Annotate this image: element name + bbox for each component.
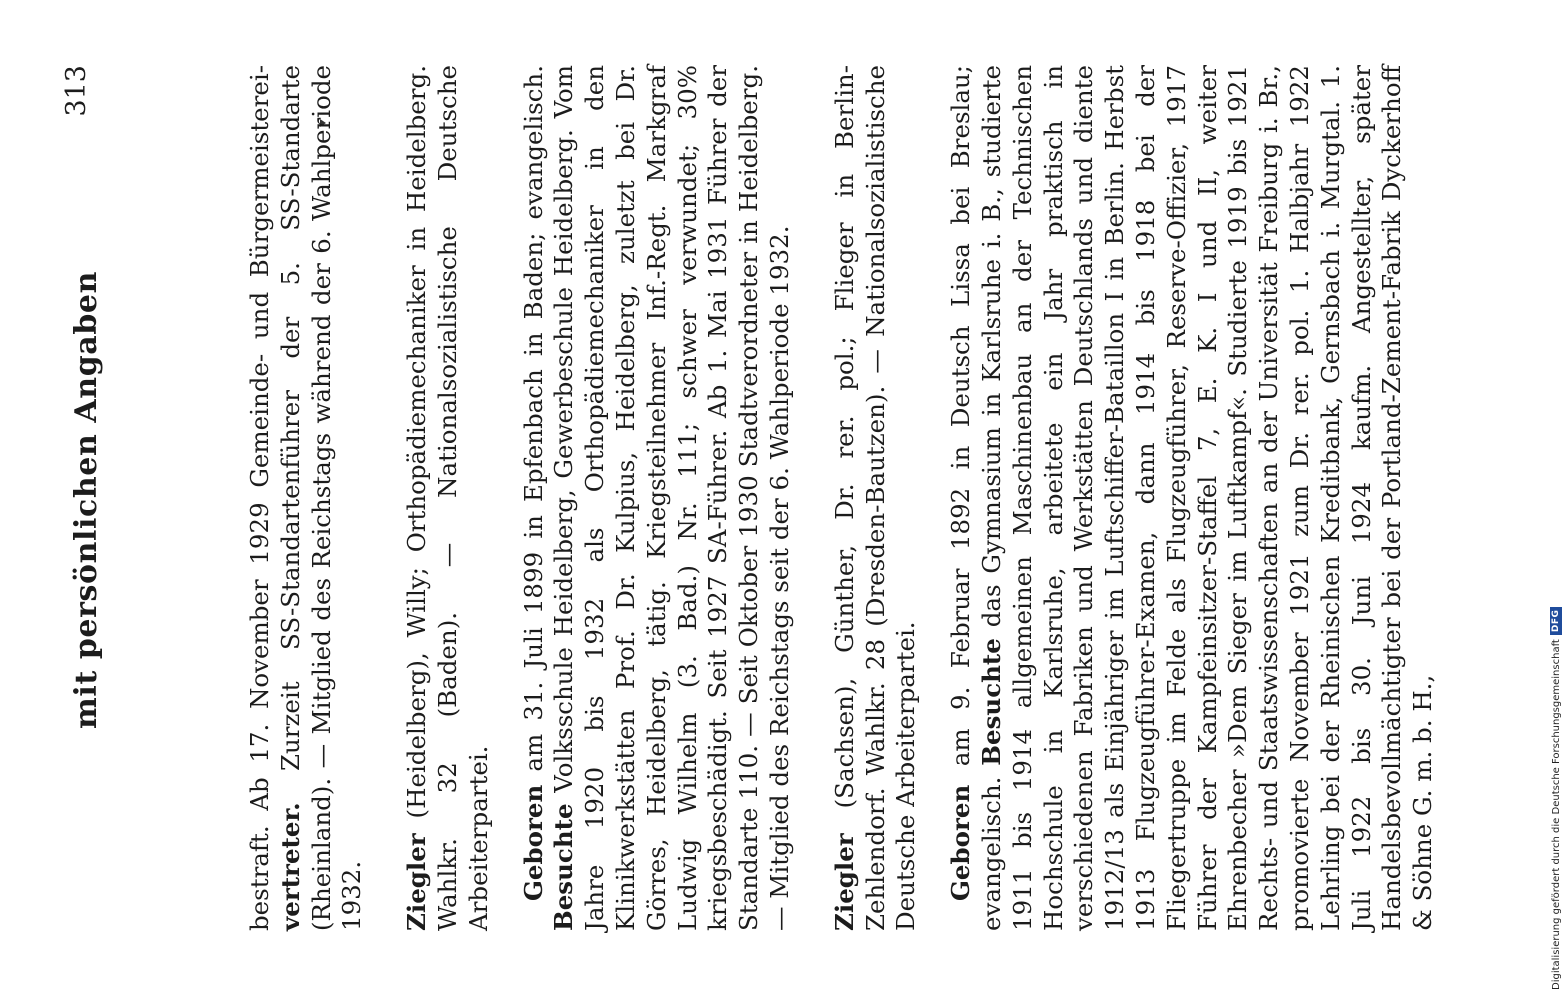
entry-bio-willy <box>519 65 796 931</box>
entry-name-guenther: Ziegler <box>829 833 859 931</box>
bio-guenther-1: am 9. Februar 1892 in Deutsch Lissa bei Breslau; evangelisch. <box>946 65 1006 931</box>
digitization-credit <box>1550 607 1562 990</box>
continuation-bold: vertreter. <box>275 802 305 931</box>
bio-willy-2: Volksschule Heidelberg, Gewerbeschule Heidelberg. Vom Jahre 1920 bis 1932 als Orthopädiemechaniker in den Klinikwerkstätten Prof. Dr. Kulpius, Heidelberg, zuletzt bei Dr. Görres, Heidelberg, tätig. Kriegsteilnehmer Inf.-Regt. Markgraf Ludwig Wilhelm (3. Bad.) Nr. 111; schwer verwundet; 30% kriegsbeschädigt. Seit 1927 SA-Führer. Ab 1. Mai 1931 Führer der Standarte 110. — Seit Oktober 1930 Stadtverordneter in Heidelberg. — Mitglied des Reichstags seit der 6. Wahlperiode 1932. <box>549 65 794 931</box>
entry-name-willy: Ziegler <box>402 833 432 931</box>
entry-line-guenther: (Sachsen), Günther, Dr. rer. pol.; Flieger in Berlin-Zehlendorf. Wahlkr. 28 (Dresden-Bautzen). — Nationalsozialistische Deutsche Arbeiterpartei. <box>829 65 921 931</box>
bio-guenther-2: das Gymnasium in Karlsruhe i. B., studierte 1911 bis 1914 allgemeinen Maschinenbau an der Technischen Hochschule in Karlsruhe, arbeitete ein Jahr praktisch in verschiedenen Fabriken und Werkstätten Deutschlands und diente 1912/13 als Einjähriger im Luftschiffer-Bataillon I in Berlin. Herbst 1913 Flugzeugführer-Examen, dann 1914 bis 1918 bei der Fliegertruppe im Felde als Flugzeugführer, Reserve-Offizier, 1917 Führer der Kampfeinsitzer-Staffel 7, E. K. I und II, weiter Ehrenbecher »Dem Sieger im Luftkampf«. Studierte 1919 bis 1921 Rechts- und Staatswissenschaften an der Universität Freiburg i. Br., promovierte November 1921 zum Dr. rer. pol. 1. Halbjahr 1922 Lehrling bei der Rheinischen Kreditbank, Gernsbach i. Murgtal. 1. Juli 1922 bis 30. Juni 1924 kaufm. Angestellter, später Handelsbevollmächtigter bei der Portland-Zement-Fabrik Dyckerhoff & Söhne G. m. b. H., <box>976 65 1438 931</box>
continuation-text-2: Zurzeit SS-Standartenführer der 5. SS-Standarte (Rheinland). — Mitglied des Reichstags während der 6. Wahlperiode 1932. <box>275 65 367 931</box>
bio-bold-willy-1: Geboren <box>518 784 548 901</box>
continuation-paragraph <box>245 65 368 931</box>
rotated-page <box>45 15 1515 965</box>
bio-willy-1: am 31. Juli 1899 in Epfenbach in Baden; evangelisch. <box>518 65 548 785</box>
page-header <box>55 65 115 935</box>
bio-bold-willy-2: Besuchte <box>549 803 579 931</box>
entry-heading-guenther <box>830 65 922 931</box>
entry-bio-guenther <box>946 65 1439 931</box>
dfg-logo-icon: DFG <box>1550 607 1562 636</box>
bio-bold-guenther-1: Geboren <box>946 784 976 901</box>
entry-heading-willy <box>402 65 494 931</box>
body-text <box>245 65 1439 931</box>
page-number: 313 <box>61 65 92 117</box>
continuation-text-1: bestraft. Ab 17. November 1929 Gemeinde- und Bürgermeisterei- <box>245 65 274 931</box>
running-title: mit persönlichen Angaben <box>69 271 104 730</box>
entry-line-willy: (Heidelberg), Willy; Orthopädiemechaniker in Heidelberg. Wahlkr. 32 (Baden). — Nationalsozialistische Deutsche Arbeiterpartei. <box>402 65 493 931</box>
bio-bold-guenther-2: Besuchte <box>976 638 1006 766</box>
credit-text: Digitalisierung gefördert durch die Deutsche Forschungsgemeinschaft <box>1550 639 1562 990</box>
